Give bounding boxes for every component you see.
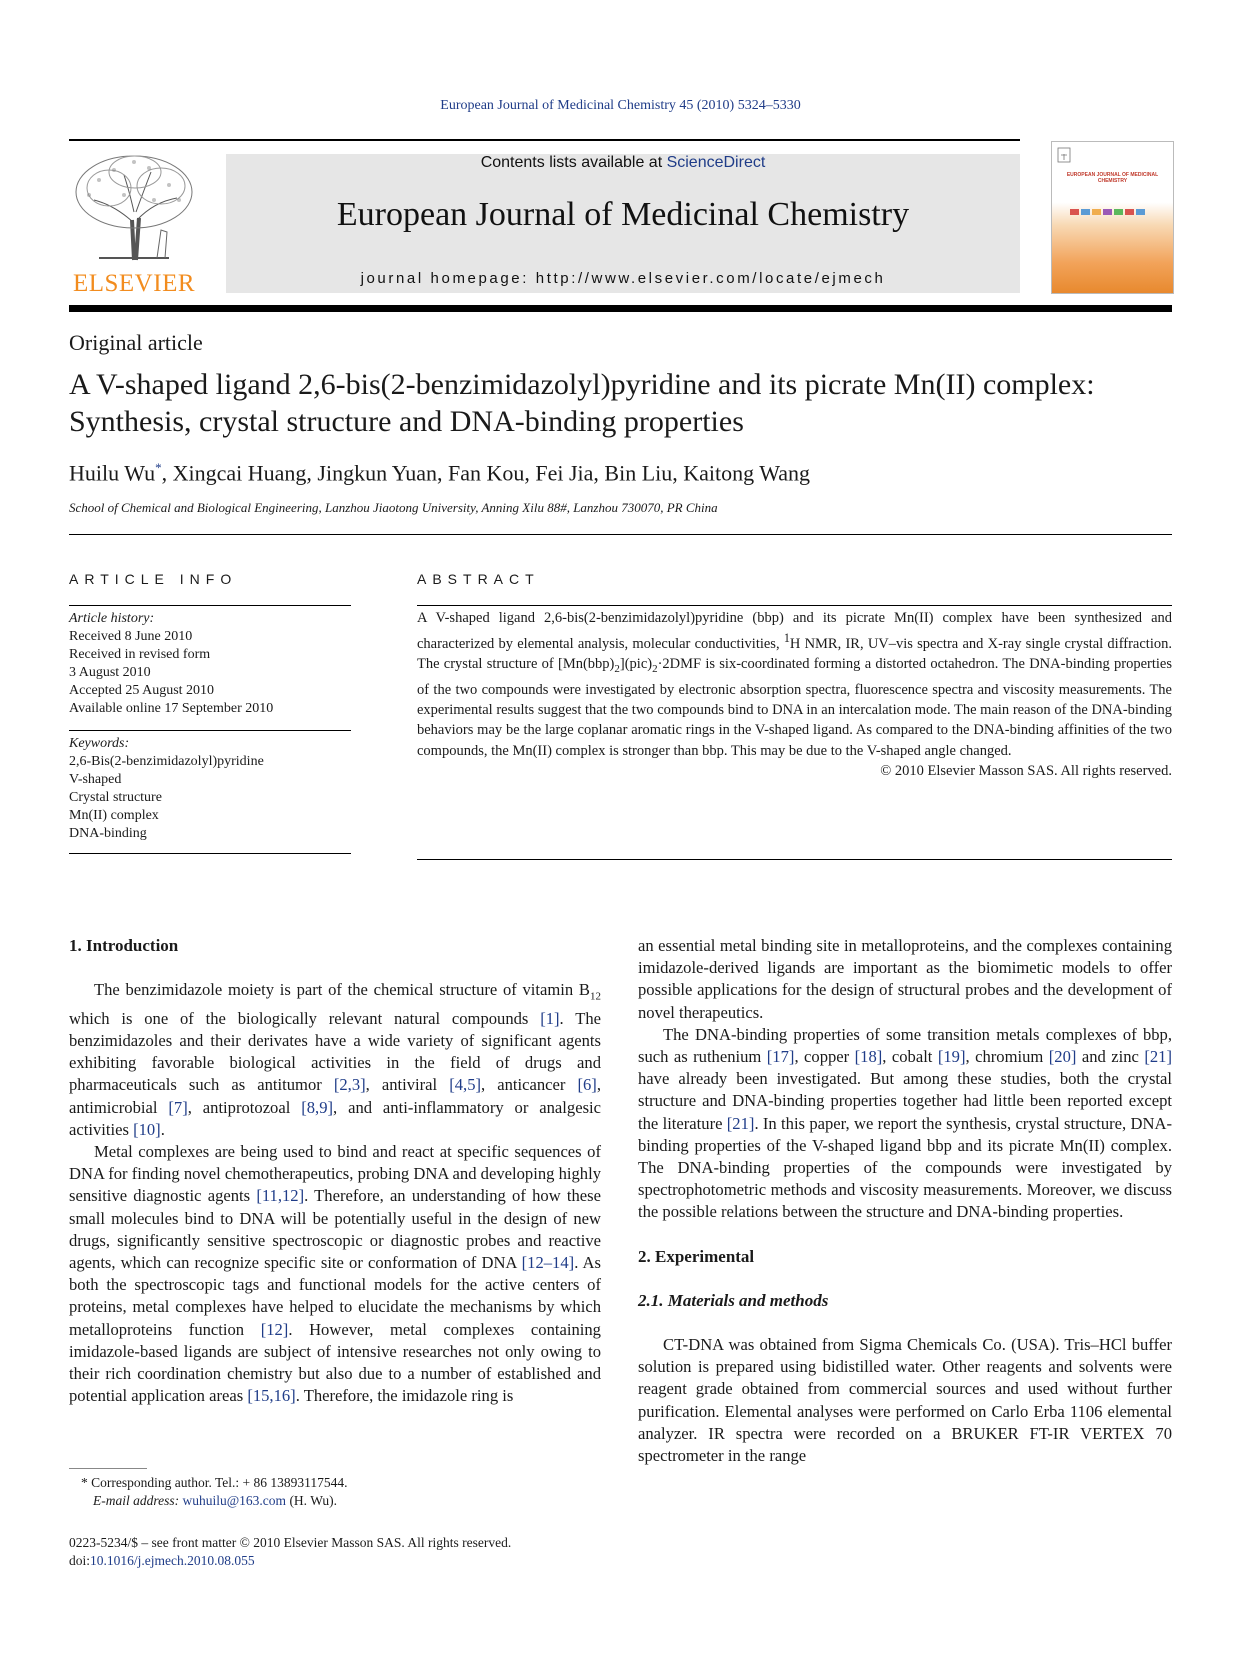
abstract-sup: 1 xyxy=(783,631,790,646)
text: which is one of the biologically relevant natural compounds xyxy=(69,1008,541,1028)
body-left-column xyxy=(69,935,601,1407)
sciencedirect-link[interactable]: ScienceDirect xyxy=(666,154,766,171)
subscript: 12 xyxy=(590,990,601,1003)
text: . However, metal complexes containing imidazole-based ligands are subject of intensive researches not only owing to their rich coordination chemistry but also due to a number of established and potential application areas xyxy=(69,1319,601,1406)
abstract-sub: 2 xyxy=(652,663,658,676)
abstract-heading: ABSTRACT xyxy=(417,571,540,587)
subsection-heading-materials: 2.1. Materials and methods xyxy=(638,1290,829,1310)
text: , chromium xyxy=(965,1047,1049,1067)
citation-link[interactable]: [12–14] xyxy=(521,1252,575,1272)
text: . xyxy=(160,1119,165,1139)
intro-paragraph-3 xyxy=(638,1024,1172,1224)
text: Metal complexes are being used to bind and react at specific sequences of DNA for finding novel chemotherapeutics, probing DNA and developing highly sensitive diagnostic agents xyxy=(69,1141,601,1206)
citation-link[interactable]: [4,5] xyxy=(449,1075,482,1095)
section-heading-experimental: 2. Experimental xyxy=(638,1246,755,1266)
text: , antiviral xyxy=(365,1075,450,1095)
abstract-bottom-rule xyxy=(417,859,1172,860)
text: . In this paper, we report the synthesis, crystal structure, DNA-binding properties of the V-shaped ligand bbp and its picrate Mn(II) complex. The DNA-binding properties of the compounds were investigated by spectrophotometric methods and viscosity measurements. Moreover, we discuss the possible relations between the structure and DNA-binding properties. xyxy=(638,1113,1172,1222)
keyword-item: Crystal structure xyxy=(69,790,162,805)
text: The DNA-binding properties of some transition metals complexes of bbp, such as ruthenium xyxy=(638,1024,1172,1067)
article-title: A V-shaped ligand 2,6-bis(2-benzimidazolyl)pyridine and its picrate Mn(II) complex: Synthesis, crystal structure and DNA-binding properties xyxy=(69,368,1095,438)
page-footer xyxy=(69,1534,601,1570)
text: , and anti-inflammatory or analgesic activities xyxy=(69,1097,602,1139)
materials-paragraph: CT-DNA was obtained from Sigma Chemicals Co. (USA). Tris–HCl buffer solution is prepared using bidistilled water. Other reagents and solvents were reagent grade obtained from commercial sources and used without further purification. Elemental analyses were performed on Carlo Erba 1106 elemental analyzer. IR spectra were recorded on a BRUKER FT-IR VERTEX 70 spectrometer in the range xyxy=(638,1335,1172,1466)
author-first: Huilu Wu xyxy=(69,460,156,486)
intro-paragraph-2-continued: an essential metal binding site in metalloproteins, and the complexes containing imidazole-derived ligands are important as the biomimetic models to offer possible applications for the design of structural probes and the development of novel therapeutics. xyxy=(638,936,1172,1022)
author-list xyxy=(69,460,810,486)
text: The benzimidazole moiety is part of the chemical structure of vitamin B xyxy=(94,980,590,1000)
elsevier-logo xyxy=(69,150,199,298)
citation-link[interactable]: [21] xyxy=(1144,1047,1172,1067)
cover-color-bars xyxy=(1070,202,1156,216)
elsevier-tree-icon xyxy=(69,150,199,262)
header-thick-rule xyxy=(69,305,1172,312)
journal-title: European Journal of Medicinal Chemistry xyxy=(336,196,910,233)
footnote-line-2 xyxy=(69,1492,601,1510)
text: . The benzimidazoles and their derivates have a wide variety of significant agents exhibiting favorable biological activities in the field of drugs and pharmaceuticals such as antitumor xyxy=(69,1008,601,1095)
affiliation: School of Chemical and Biological Engineering, Lanzhou Jiaotong University, Anning Xilu 88#, Lanzhou 730070, PR China xyxy=(69,500,718,515)
text: , antiprotozoal xyxy=(187,1097,302,1117)
email-link[interactable]: wuhuilu@163.com xyxy=(182,1493,287,1508)
intro-paragraph-2 xyxy=(69,1141,601,1407)
footer-doi xyxy=(69,1552,601,1570)
article-type: Original article xyxy=(69,330,203,355)
citation-link[interactable]: [6] xyxy=(577,1075,597,1095)
text: , antimicrobial xyxy=(69,1075,601,1117)
intro-paragraph-1 xyxy=(69,979,601,1141)
article-info-panel xyxy=(69,605,351,854)
email-suffix: (H. Wu). xyxy=(286,1493,338,1508)
journal-banner xyxy=(226,154,1020,293)
affiliation-rule xyxy=(69,534,1172,535)
citation-link[interactable]: [20] xyxy=(1048,1047,1077,1067)
publisher-name: ELSEVIER xyxy=(72,270,196,297)
abstract-part: A V-shaped ligand 2,6-bis(2-benzimidazolyl)pyridine (bbp) and its picrate Mn(II) complex have been synthesized and characterized by elemental analysis, molecular conductivities, xyxy=(417,610,1172,653)
text: , cobalt xyxy=(882,1047,938,1067)
keywords-label: Keywords: xyxy=(69,736,130,751)
article-history xyxy=(69,606,351,718)
doi-link[interactable]: 10.1016/j.ejmech.2010.08.055 xyxy=(90,1553,255,1568)
doi-label: doi: xyxy=(69,1553,91,1568)
abstract-part: ](pic) xyxy=(619,656,653,673)
footnote-rule xyxy=(69,1468,147,1469)
text: and zinc xyxy=(1076,1047,1145,1067)
keyword-item: 2,6-Bis(2-benzimidazolyl)pyridine xyxy=(69,754,264,769)
cover-title: EUROPEAN JOURNAL OF MEDICINAL CHEMISTRY xyxy=(1066,172,1159,184)
journal-citation[interactable]: European Journal of Medicinal Chemistry 45 (2010) 5324–5330 xyxy=(440,98,801,113)
citation-link[interactable]: [11,12] xyxy=(256,1186,305,1206)
journal-cover-thumbnail[interactable] xyxy=(1051,141,1174,294)
abstract-text xyxy=(417,606,1172,761)
text: . Therefore, the imidazole ring is xyxy=(295,1386,514,1406)
cover-logo-icon xyxy=(1052,146,1173,170)
abstract-panel xyxy=(417,605,1172,781)
citation-link[interactable]: [17] xyxy=(766,1047,795,1067)
header-rule xyxy=(69,139,1020,141)
history-label: Article history: xyxy=(69,611,155,626)
abstract-part: H NMR, IR, UV–vis spectra and X-ray single crystal diffraction. The crystal structure of [Mn(bbp) xyxy=(417,636,1172,673)
section-heading-introduction: 1. Introduction xyxy=(69,936,179,955)
text: , anticancer xyxy=(481,1075,578,1095)
journal-homepage[interactable]: journal homepage: http://www.elsevier.com/locate/ejmech xyxy=(360,270,886,287)
citation-link[interactable]: [8,9] xyxy=(301,1097,334,1117)
citation-link[interactable]: [18] xyxy=(854,1047,883,1067)
history-item: Accepted 25 August 2010 xyxy=(69,683,215,698)
footnote-mark: * xyxy=(81,1475,88,1490)
citation-link[interactable]: [1] xyxy=(540,1008,560,1028)
history-item: Received in revised form xyxy=(69,647,211,662)
citation-link[interactable]: [12] xyxy=(260,1319,289,1339)
author-rest: , Xingcai Huang, Jingkun Yuan, Fan Kou, Fei Jia, Bin Liu, Kaitong Wang xyxy=(161,460,810,486)
citation-link[interactable]: [2,3] xyxy=(333,1075,366,1095)
article-info-heading: ARTICLE INFO xyxy=(69,571,238,587)
email-label: E-mail address: xyxy=(93,1493,183,1508)
footnote-phone: Corresponding author. Tel.: + 86 13893117544. xyxy=(87,1475,348,1490)
contents-prefix: Contents lists available at xyxy=(480,154,667,171)
body-right-column xyxy=(638,935,1172,1467)
keyword-item: DNA-binding xyxy=(69,826,147,841)
history-item: 3 August 2010 xyxy=(69,665,151,680)
corresponding-author-mark[interactable]: * xyxy=(155,460,162,475)
footer-copyright: 0223-5234/$ – see front matter © 2010 Elsevier Masson SAS. All rights reserved. xyxy=(69,1535,512,1550)
text: , copper xyxy=(794,1047,855,1067)
citation-link[interactable]: [21] xyxy=(726,1113,755,1133)
citation-link[interactable]: [15,16] xyxy=(247,1386,296,1406)
text: have already been investigated. But among these studies, both the crystal structure and DNA-binding properties together had little been reported except the literature xyxy=(638,1069,1172,1133)
keyword-item: V-shaped xyxy=(69,772,122,787)
citation-link[interactable]: [19] xyxy=(937,1047,966,1067)
footnote xyxy=(69,1474,601,1510)
abstract-sub: 2 xyxy=(614,663,620,676)
text: . As both the spectroscopic tags and functional models for the active centers of proteins, metal complexes have helped to elucidate the mechanisms by which metalloproteins function xyxy=(69,1252,601,1339)
abstract-part: ·2DMF is six-coordinated forming a distorted octahedron. The DNA-binding properties of the two compounds were investigated by electronic absorption spectra, fluorescence spectra and viscosity measurements. The experimental results suggest that the two compounds bind to DNA in an intercalation mode. The main reason of the DNA-binding behaviors may be the large coplanar aromatic rings in the V-shaped ligand. As compared to the DNA-binding affinities of the two compounds, the Mn(II) complex is stronger than bbp. This may be due to the V-shaped angle changed. xyxy=(417,656,1172,759)
citation-link[interactable]: [10] xyxy=(133,1119,161,1139)
history-item: Received 8 June 2010 xyxy=(69,629,193,644)
keywords-block xyxy=(69,730,351,854)
history-item: Available online 17 September 2010 xyxy=(69,701,274,716)
text: . Therefore, an understanding of how these small molecules bind to DNA will be potentially useful in the design of new drugs, significantly sensitive spectroscopic or diagnostic probes and reactive agents, which can recognize specific site or conformation of DNA xyxy=(69,1186,601,1272)
citation-link[interactable]: [7] xyxy=(168,1097,188,1117)
keyword-item: Mn(II) complex xyxy=(69,808,159,823)
abstract-copyright: © 2010 Elsevier Masson SAS. All rights reserved. xyxy=(880,762,1172,779)
footnote-line-1 xyxy=(69,1474,601,1492)
contents-line xyxy=(226,154,1020,172)
